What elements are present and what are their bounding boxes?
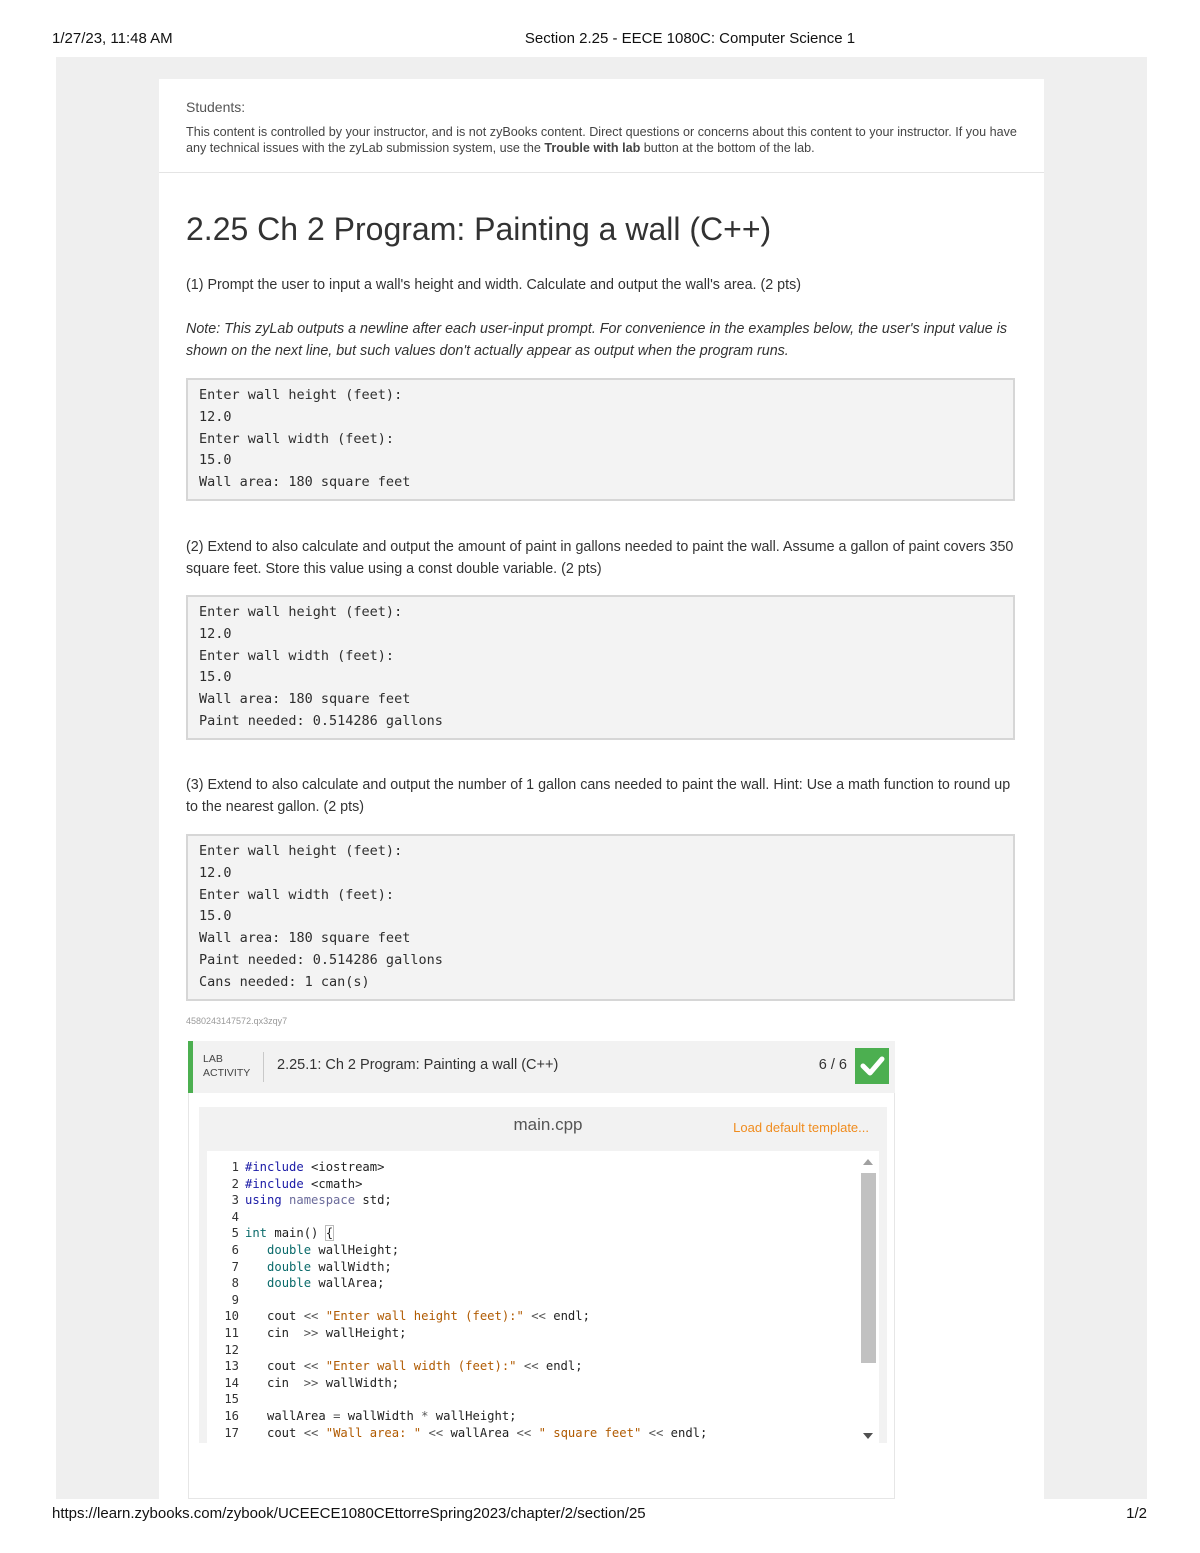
code-token	[245, 1276, 267, 1290]
line-number: 2	[231, 1176, 239, 1191]
sample-output-line: 15.0	[199, 908, 232, 925]
code-line[interactable]	[245, 1159, 707, 1176]
code-token: "Enter wall height (feet):"	[325, 1309, 524, 1324]
code-token: main()	[267, 1226, 326, 1241]
sample-output-line: 12.0	[199, 625, 232, 642]
code-token: cin	[245, 1325, 304, 1340]
sample-output-line: 12.0	[199, 864, 232, 881]
code-line[interactable]	[245, 1425, 707, 1442]
line-number: 5	[231, 1226, 239, 1241]
code-line[interactable]	[245, 1325, 707, 1342]
code-token: <cmath>	[303, 1176, 363, 1191]
code-token: "Enter wall width (feet):"	[325, 1359, 517, 1374]
print-page-number: 1/2	[1126, 1505, 1147, 1522]
file-name: main.cpp	[513, 1115, 583, 1134]
lab-header-divider	[263, 1052, 264, 1082]
code-token: wallArea;	[311, 1276, 385, 1291]
scroll-up-arrow-icon[interactable]	[863, 1159, 873, 1165]
lab-activity-body	[188, 1093, 895, 1499]
code-token: *	[421, 1408, 429, 1423]
instruction-part-3: (3) Extend to also calculate and output the number of 1 gallon cans needed to paint the wall. Hint: Use a math function to round up to the nearest gallon. (2 pts)	[186, 777, 1011, 815]
editor-scrollbar[interactable]	[860, 1157, 876, 1441]
code-editor[interactable]	[207, 1151, 879, 1443]
print-datetime: 1/27/23, 11:48 AM	[52, 30, 173, 47]
sample-output-line: 15.0	[199, 452, 232, 469]
code-line[interactable]	[245, 1358, 707, 1375]
sample-output-1	[186, 378, 1015, 501]
code-token	[318, 1309, 325, 1323]
code-line[interactable]	[245, 1259, 707, 1276]
line-number: 1	[231, 1160, 239, 1174]
line-number: 6	[231, 1242, 239, 1257]
code-token: wallArea	[443, 1425, 517, 1440]
code-token: >>	[303, 1325, 319, 1340]
code-token: =	[333, 1408, 341, 1423]
instruction-note: Note: This zyLab outputs a newline after each user-input prompt. For convenience in the examples below, the user's input value is shown on the next line, but such values don't actually appear as output when the program runs.	[186, 321, 1008, 359]
code-token	[245, 1243, 267, 1257]
lab-tag-line-1: LAB	[203, 1053, 223, 1065]
code-editor-panel	[199, 1107, 887, 1443]
instruction-part-1: (1) Prompt the user to input a wall's height and width. Calculate and output the wall's area. (2 pts)	[186, 277, 801, 293]
code-line[interactable]	[245, 1192, 707, 1209]
line-number: 8	[231, 1276, 239, 1291]
notice-text	[186, 124, 1017, 156]
code-line[interactable]	[245, 1292, 707, 1309]
sample-output-line: 12.0	[199, 408, 232, 425]
code-token: endl;	[538, 1359, 583, 1374]
code-token: std;	[355, 1193, 392, 1208]
code-line[interactable]	[245, 1408, 707, 1425]
code-token: <<	[516, 1425, 532, 1440]
code-token: #include	[245, 1160, 304, 1174]
line-number: 10	[224, 1309, 239, 1324]
code-token: endl;	[663, 1425, 708, 1440]
code-token: wallHeight;	[428, 1408, 517, 1423]
line-number: 12	[224, 1342, 239, 1357]
code-token: double	[267, 1276, 312, 1291]
sample-output-line: Paint needed: 0.514286 gallons	[199, 712, 443, 729]
notice-title: Students:	[186, 99, 246, 115]
sample-output-line: Enter wall width (feet):	[199, 886, 395, 903]
activity-id: 4580243147572.qx3zqy7	[186, 1016, 288, 1026]
sample-output-line: 15.0	[199, 669, 232, 686]
line-number: 14	[224, 1375, 239, 1390]
code-token: <<	[428, 1425, 444, 1440]
print-footer	[0, 1505, 1200, 1525]
code-token: cin	[245, 1375, 304, 1390]
code-token	[282, 1193, 289, 1207]
print-header	[0, 30, 1200, 50]
code-token: wallHeight;	[318, 1325, 407, 1340]
line-number: 15	[224, 1392, 239, 1407]
code-token: wallArea	[245, 1408, 334, 1423]
code-token	[641, 1426, 648, 1440]
code-line[interactable]	[245, 1275, 707, 1292]
code-token: #include	[245, 1176, 304, 1191]
code-token: <<	[303, 1359, 319, 1374]
lab-tag-line-2: ACTIVITY	[203, 1067, 251, 1079]
code-token: <<	[648, 1425, 664, 1440]
code-line[interactable]	[245, 1342, 707, 1359]
code-line[interactable]	[245, 1391, 707, 1408]
code-token: >>	[303, 1375, 319, 1390]
lab-activity-tag	[203, 1052, 259, 1080]
line-number: 11	[224, 1325, 239, 1340]
code-token: <<	[531, 1309, 546, 1324]
code-token: <<	[523, 1359, 539, 1374]
code-token: namespace	[289, 1193, 356, 1208]
code-line[interactable]	[245, 1242, 707, 1259]
code-token: <<	[303, 1309, 319, 1324]
notice-text-start: This content is controlled by your instructor, and is not zyBooks content. Direct questions or concerns about this content to your instructor. If you have any technical issues with the zyLab submission system, use the	[186, 125, 1017, 155]
sample-output-line: Enter wall height (feet):	[199, 843, 403, 859]
code-token: wallWidth	[340, 1408, 422, 1423]
code-token	[318, 1426, 325, 1440]
code-token: <iostream>	[303, 1160, 385, 1174]
sample-output-3	[186, 834, 1015, 1001]
code-token: {	[325, 1226, 334, 1241]
lab-score: 6 / 6	[818, 1057, 847, 1073]
sample-output-line: Wall area: 180 square feet	[199, 930, 411, 947]
code-token: wallHeight;	[311, 1242, 400, 1257]
print-page-title: Section 2.25 - EECE 1080C: Computer Science 1	[524, 30, 856, 47]
line-number-gutter	[207, 1159, 239, 1441]
code-line[interactable]	[245, 1225, 707, 1242]
code-token: wallWidth;	[318, 1375, 400, 1390]
code-token: <<	[303, 1425, 319, 1440]
code-line[interactable]	[245, 1209, 707, 1226]
print-url: https://learn.zybooks.com/zybook/UCEECE1080CEttorreSpring2023/chapter/2/section/25	[52, 1505, 646, 1522]
section-title: 2.25 Ch 2 Program: Painting a wall (C++)	[186, 211, 772, 247]
sample-output-line: Paint needed: 0.514286 gallons	[199, 951, 443, 968]
code-token: int	[245, 1226, 268, 1241]
instruction-part-2: (2) Extend to also calculate and output the amount of paint in gallons needed to paint the wall. Assume a gallon of paint covers 350 square feet. Store this value using a const double variable. (2 pts)	[186, 539, 1014, 577]
sample-output-line: Enter wall width (feet):	[199, 430, 395, 447]
code-token	[517, 1359, 524, 1373]
code-token	[531, 1426, 538, 1440]
code-token: cout	[245, 1359, 304, 1374]
code-line[interactable]	[245, 1375, 707, 1392]
sample-output-line: Wall area: 180 square feet	[199, 691, 411, 708]
line-number: 7	[231, 1259, 239, 1274]
code-token: " square feet"	[538, 1425, 642, 1440]
notice-text-end: button at the bottom of the lab.	[640, 141, 815, 155]
notice-text-bold: Trouble with lab	[544, 141, 641, 155]
sample-output-line: Enter wall width (feet):	[199, 647, 395, 664]
line-number: 16	[224, 1408, 239, 1423]
scroll-down-arrow-icon[interactable]	[863, 1433, 873, 1439]
code-token: "Wall area: "	[325, 1425, 422, 1440]
line-number: 4	[231, 1209, 239, 1224]
lab-activity-header	[188, 1041, 895, 1093]
code-line[interactable]	[245, 1308, 707, 1325]
code-token	[318, 1359, 325, 1373]
load-default-template-link[interactable]: Load default template...	[733, 1120, 869, 1135]
sample-output-line: Cans needed: 1 can(s)	[199, 973, 370, 990]
code-token: double	[267, 1242, 312, 1257]
line-number: 3	[231, 1193, 239, 1208]
code-lines[interactable]	[245, 1159, 707, 1441]
line-number: 9	[231, 1292, 239, 1307]
code-token: cout	[245, 1425, 304, 1440]
code-token: cout	[245, 1309, 304, 1324]
code-token	[245, 1260, 267, 1274]
instructor-notice	[159, 79, 1044, 173]
sample-output-line: Enter wall height (feet):	[199, 387, 403, 403]
sample-output-line: Enter wall height (feet):	[199, 604, 403, 620]
line-number: 17	[224, 1425, 239, 1440]
code-token: double	[267, 1259, 312, 1274]
scrollbar-thumb[interactable]	[861, 1173, 876, 1363]
check-icon	[855, 1048, 889, 1084]
code-line[interactable]	[245, 1176, 707, 1193]
lab-title: 2.25.1: Ch 2 Program: Painting a wall (C++)	[277, 1057, 559, 1073]
content-card	[159, 79, 1044, 1499]
sample-output-line: Wall area: 180 square feet	[199, 474, 411, 491]
code-token: endl;	[545, 1309, 590, 1324]
code-token: wallWidth;	[311, 1259, 392, 1274]
line-number: 13	[224, 1359, 239, 1374]
sample-output-2	[186, 595, 1015, 740]
code-token: using	[245, 1193, 282, 1208]
